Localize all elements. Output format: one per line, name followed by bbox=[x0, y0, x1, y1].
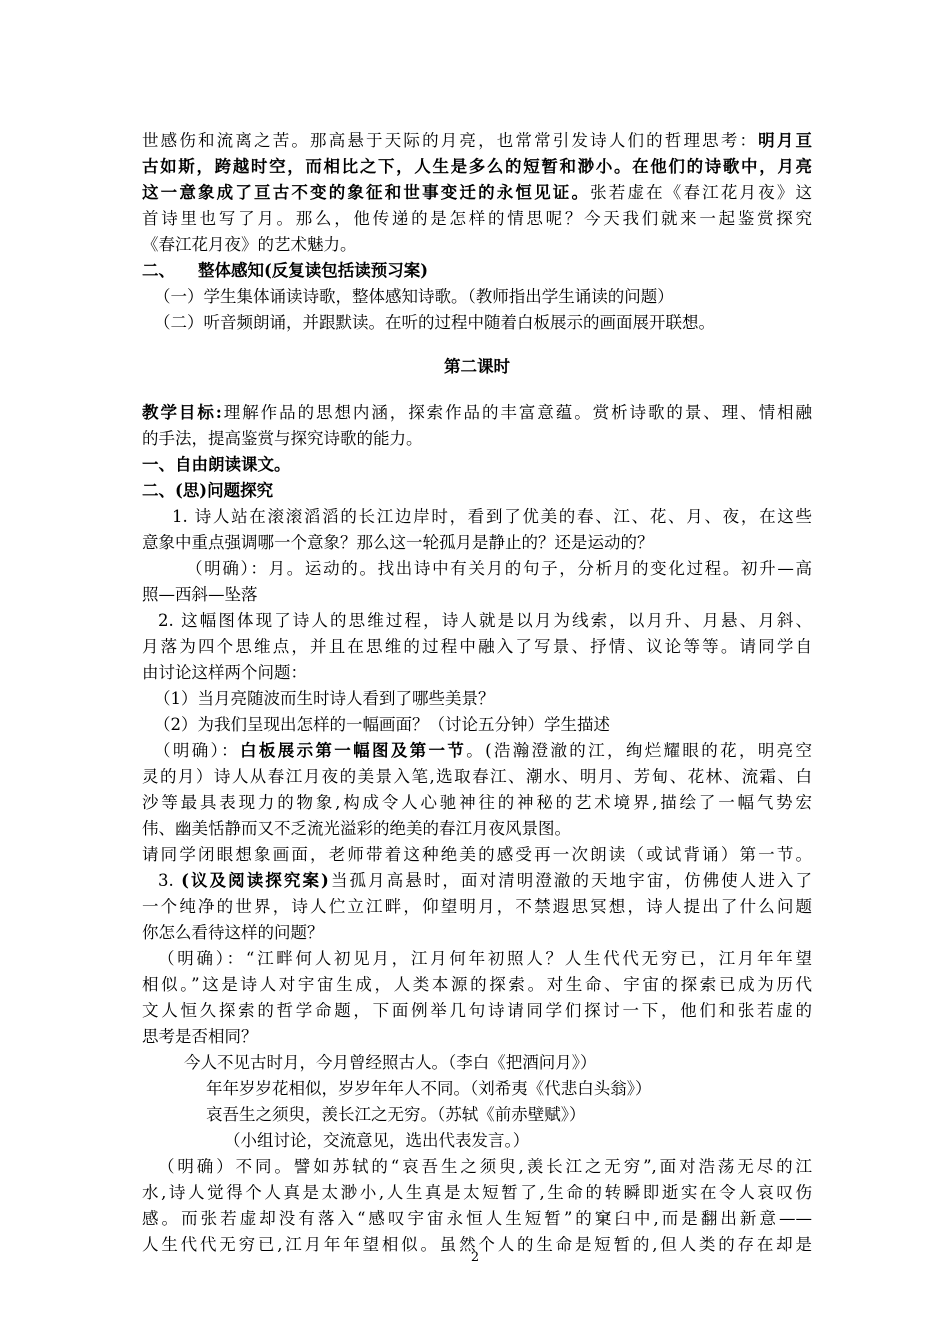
paragraph-line bbox=[158, 868, 812, 894]
paragraph-line: （1）当月亮随波而生时诗人看到了哪些美景？ bbox=[154, 689, 495, 708]
bold-text: (议及阅读探究案) bbox=[181, 871, 329, 890]
paragraph-line bbox=[142, 180, 812, 206]
paragraph-line: 思考是否相同？ bbox=[142, 1027, 258, 1046]
paragraph-line: 请同学闭眼想象画面，老师带着这种绝美的感受再一次朗读（或试背诵）第一节。 bbox=[142, 845, 812, 864]
paragraph-line: （明确）：月。运动的。找出诗中有关月的句子，分析月的变化过程。初升—高 bbox=[186, 559, 812, 578]
paragraph-line: 照—西斜—坠落 bbox=[142, 585, 258, 604]
section-heading: 二、 整体感知(反复读包括读预习案) bbox=[142, 261, 429, 280]
paragraph-line: 首诗里也写了月。那么，他传递的是怎样的情思呢？今天我们就来一起鉴赏探究 bbox=[142, 209, 812, 228]
text: 张若虚在《春江花月夜》这 bbox=[590, 183, 813, 202]
poem-line: 年年岁岁花相似，岁岁年年人不同。（刘希夷《代悲白头翁》） bbox=[206, 1079, 652, 1098]
label: 教学目标: bbox=[142, 403, 222, 422]
paragraph-line: 《春江花月夜》的艺术魅力。 bbox=[142, 235, 357, 254]
paragraph-line: 人生代代无穷已,江月年年望相似。虽然个人的生命是短暂的,但人类的存在却是 bbox=[142, 1235, 812, 1254]
paragraph-line: （明确）：“江畔何人初见月，江月何年初照人？人生代代无穷已，江月年年望 bbox=[158, 949, 812, 968]
paragraph-line: 的手法，提高鉴赏与探究诗歌的能力。 bbox=[142, 429, 423, 448]
text: （明确）： bbox=[154, 741, 241, 760]
paragraph-line: 2. 这幅图体现了诗人的思维过程，诗人就是以月为线索，以月升、月悬、月斜、 bbox=[158, 611, 812, 630]
page-title: 第二课时 bbox=[444, 357, 510, 376]
paragraph-line: 1. 诗人站在滚滚滔滔的长江边岸时，看到了优美的春、江、花、月、夜，在这些 bbox=[172, 507, 812, 526]
paragraph-line: 意象中重点强调哪一个意象？那么这一轮孤月是静止的？还是运动的？ bbox=[142, 533, 654, 552]
paragraph-line: （明确）不同。譬如苏轼的“哀吾生之须臾,羡长江之无穷”,面对浩荡无尽的江 bbox=[158, 1157, 812, 1176]
poem-line: （小组讨论，交流意见，选出代表发言。） bbox=[224, 1131, 530, 1150]
text: 世感伤和流离之苦。那高悬于天际的月亮，也常常引发诗人们的哲理思考： bbox=[142, 131, 759, 150]
text: 3. bbox=[158, 871, 182, 890]
paragraph-line: （2）为我们呈现出怎样的一幅画面？（讨论五分钟）学生描述 bbox=[154, 715, 610, 734]
paragraph-line: 水,诗人觉得个人真是太渺小,人生真是太短暂了,生命的转瞬即逝实在令人哀叹伤 bbox=[142, 1183, 812, 1202]
text: 。(浩瀚澄澈的江，绚烂耀眼的花，明亮空 bbox=[466, 741, 813, 760]
paragraph-line: 你怎么看待这样的问题？ bbox=[142, 923, 324, 942]
paragraph-line: 古如斯，跨越时空，而相比之下，人生是多么的短暂和渺小。在他们的诗歌中，月亮 bbox=[142, 157, 812, 176]
poem-line: 哀吾生之须臾，羡长江之无穷。（苏轼《前赤壁赋》） bbox=[206, 1105, 586, 1124]
poem-line: 今人不见古时月，今月曾经照古人。（李白《把酒问月》） bbox=[184, 1053, 597, 1072]
paragraph-line: 沙等最具表现力的物象,构成令人心驰神往的神秘的艺术境界,描绘了一幅气势宏 bbox=[142, 793, 812, 812]
paragraph-line: 灵的月）诗人从春江月夜的美景入笔,选取春江、潮水、明月、芳甸、花林、流霜、白 bbox=[142, 767, 812, 786]
paragraph-line: 感。而张若虚却没有落入“感叹宇宙永恒人生短暂”的窠臼中,而是翻出新意—— bbox=[142, 1209, 812, 1228]
text: 理解作品的思想内涵，探索作品的丰富意蕴。赏析诗歌的景、理、情相融 bbox=[221, 403, 812, 422]
paragraph-line bbox=[154, 738, 812, 764]
paragraph-line: 一个纯净的世界，诗人伫立江畔，仰望明月，不禁遐思冥想，诗人提出了什么问题 bbox=[142, 897, 812, 916]
text: 当孤月高悬时，面对清明澄澈的天地宇宙，仿佛使人进入了 bbox=[328, 871, 812, 890]
paragraph-line: 伟、幽美恬静而又不乏流光溢彩的绝美的春江月夜风景图。 bbox=[142, 819, 571, 838]
paragraph-line: （一）学生集体诵读诗歌，整体感知诗歌。（教师指出学生诵读的问题） bbox=[154, 287, 674, 306]
paragraph-line: 月落为四个思维点，并且在思维的过程中融入了写景、抒情、议论等等。请同学自 bbox=[142, 637, 812, 656]
paragraph-line bbox=[142, 128, 812, 154]
paragraph-line: 由讨论这样两个问题： bbox=[142, 663, 307, 682]
section-heading: 一、自由朗读课文。 bbox=[142, 455, 291, 474]
bold-text: 这一意象成了亘古不变的象征和世事变迁的永恒见证。 bbox=[142, 183, 591, 202]
section-heading: 二、(思)问题探究 bbox=[142, 481, 274, 500]
bold-text: 白板展示第一幅图及第一节 bbox=[240, 741, 467, 760]
paragraph-line: （二）听音频朗诵，并跟默读。在听的过程中随着白板展示的画面展开联想。 bbox=[154, 313, 715, 332]
paragraph-line: 文人恒久探索的哲学命题，下面例举几句诗请同学们探讨一下，他们和张若虚的 bbox=[142, 1001, 812, 1020]
paragraph-line bbox=[142, 400, 812, 426]
paragraph-line: 相似。”这是诗人对宇宙生成，人类本源的探索。对生命、宇宙的探索已成为历代 bbox=[142, 975, 812, 994]
bold-text: 明月亘 bbox=[758, 131, 813, 150]
page-number: 2 bbox=[470, 1250, 480, 1265]
